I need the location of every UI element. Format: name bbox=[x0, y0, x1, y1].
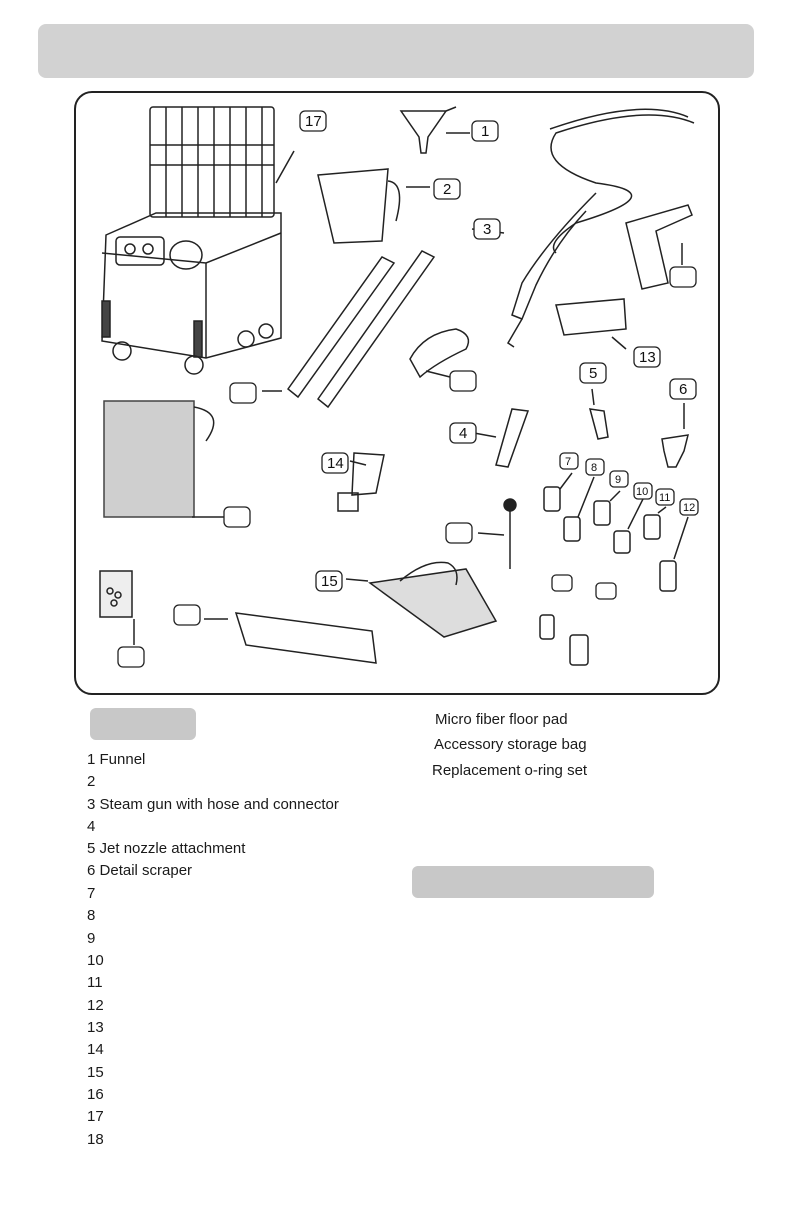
item-text: Detail scraper bbox=[99, 862, 193, 879]
list-item bbox=[87, 1019, 104, 1037]
item-number: 10 bbox=[87, 952, 104, 969]
callout-5: 5 bbox=[589, 365, 598, 382]
callout-1: 1 bbox=[481, 123, 490, 140]
oring-bag bbox=[100, 571, 134, 645]
callout-9: 9 bbox=[615, 474, 622, 486]
list-item bbox=[87, 862, 192, 880]
callout-4: 4 bbox=[459, 425, 468, 442]
item-number: 15 bbox=[87, 1064, 104, 1081]
callout-17: 17 bbox=[305, 113, 322, 130]
mesh-bag bbox=[104, 401, 224, 517]
item-number: 18 bbox=[87, 1131, 104, 1148]
detail-scraper bbox=[662, 403, 688, 467]
item-number: 4 bbox=[87, 818, 96, 835]
secondary-label-pill bbox=[412, 866, 654, 898]
list-item bbox=[87, 818, 95, 836]
item-number: 16 bbox=[87, 1086, 104, 1103]
item-number: 8 bbox=[87, 907, 96, 924]
item-text: Jet nozzle attachment bbox=[99, 840, 246, 857]
section-label-pill bbox=[90, 708, 196, 740]
measuring-jug bbox=[318, 169, 430, 243]
item-number: 14 bbox=[87, 1041, 104, 1058]
callout-11: 11 bbox=[659, 492, 671, 504]
list-item bbox=[87, 907, 95, 925]
callout-2: 2 bbox=[443, 181, 452, 198]
parts-illustration bbox=[74, 91, 720, 695]
list-item bbox=[87, 840, 245, 858]
callout-14: 14 bbox=[327, 455, 344, 472]
item-number: 3 bbox=[87, 796, 96, 813]
steam-cleaner-unit bbox=[102, 107, 294, 374]
callout-6: 6 bbox=[679, 381, 688, 398]
angled-nozzle bbox=[410, 329, 468, 377]
callout-13: 13 bbox=[639, 349, 656, 366]
callout-7: 7 bbox=[565, 456, 572, 468]
list-item bbox=[87, 997, 104, 1015]
item-number: 6 bbox=[87, 862, 96, 879]
callout-12: 12 bbox=[683, 502, 696, 514]
floor-tool bbox=[346, 562, 496, 637]
list-item bbox=[87, 796, 339, 814]
funnel bbox=[401, 107, 470, 153]
list-item bbox=[87, 1131, 104, 1149]
item-number: 7 bbox=[87, 885, 96, 902]
item-number: 13 bbox=[87, 1019, 104, 1036]
item-number: 12 bbox=[87, 997, 104, 1014]
extension-tubes bbox=[262, 251, 434, 407]
floor-pad bbox=[204, 613, 376, 663]
callout-15: 15 bbox=[321, 573, 338, 590]
list-item bbox=[87, 974, 103, 992]
item-number: 2 bbox=[87, 773, 96, 790]
item-micro-fiber-pad: Micro fiber floor pad bbox=[435, 711, 568, 728]
parts-drawing bbox=[76, 93, 720, 695]
callout-3: 3 bbox=[483, 221, 492, 238]
list-item bbox=[87, 773, 95, 791]
header-bar bbox=[38, 24, 754, 78]
list-item bbox=[87, 930, 95, 948]
item-text: Steam gun with hose and connector bbox=[99, 796, 339, 813]
list-item bbox=[87, 751, 145, 769]
item-number: 9 bbox=[87, 930, 96, 947]
item-text: Funnel bbox=[99, 751, 146, 768]
list-item bbox=[87, 1086, 104, 1104]
item-number: 5 bbox=[87, 840, 96, 857]
item-number: 11 bbox=[87, 974, 103, 991]
list-item bbox=[87, 952, 104, 970]
list-item bbox=[87, 885, 95, 903]
item-number: 17 bbox=[87, 1108, 104, 1125]
list-item bbox=[87, 1108, 104, 1126]
callout-10: 10 bbox=[636, 486, 649, 498]
item-storage-bag: Accessory storage bag bbox=[434, 736, 587, 753]
concentrator-nozzle bbox=[474, 409, 528, 467]
list-item bbox=[87, 1041, 104, 1059]
item-number: 1 bbox=[87, 751, 96, 768]
item-oring-set: Replacement o-ring set bbox=[432, 762, 588, 779]
detail-brush bbox=[478, 499, 516, 569]
storage-tray bbox=[556, 299, 626, 349]
callout-8: 8 bbox=[591, 462, 598, 474]
list-item bbox=[87, 1064, 104, 1082]
jet-nozzle bbox=[590, 389, 608, 439]
